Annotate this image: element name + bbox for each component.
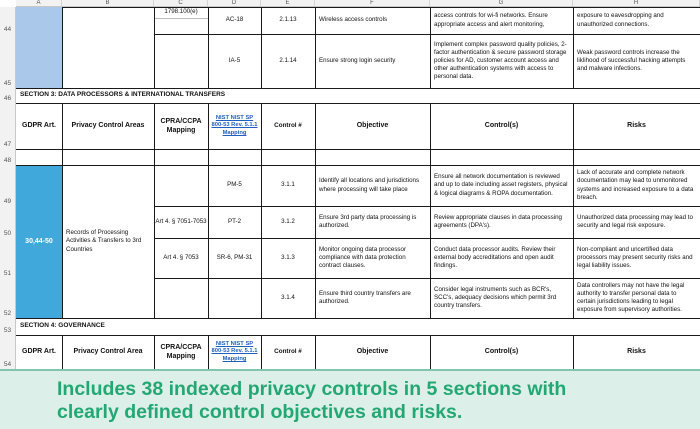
grid-line — [16, 318, 700, 319]
section-4-title[interactable]: SECTION 4: GOVERNANCE — [20, 322, 105, 330]
controls-header: Control(s) — [484, 122, 519, 130]
risks-header: Risks — [627, 348, 646, 356]
gdpr-header: GDPR Art. — [22, 348, 56, 356]
nist-cell[interactable]: IA-5 — [228, 56, 241, 64]
risks-cell[interactable]: Lack of accurate and complete network documentation may lead to unmonitored systems and increased exposure to a data breach. — [577, 169, 694, 201]
controls-cell[interactable]: Review appropriate clauses in data processing agreements (DPA's). — [434, 213, 562, 229]
row-header-51[interactable]: 51 — [0, 238, 16, 278]
control-number-cell[interactable]: 3.1.1 — [281, 181, 295, 189]
controls-cell[interactable]: Consider legal instruments such as BCR's, SCC's, adequacy decisions which permit 3rd country transfers. — [434, 285, 557, 310]
objective-cell[interactable]: Ensure 3rd party data processing is authorized. — [319, 213, 417, 229]
objective-header: Objective — [356, 122, 389, 130]
row-header-45[interactable]: 45 — [0, 34, 16, 88]
cpra-cell[interactable]: Art 4. § 7051-7053 — [155, 217, 207, 225]
column-header-h[interactable]: H — [573, 0, 700, 7]
banner-line-1: Includes 38 indexed privacy controls in 5 sections with — [57, 378, 567, 400]
cpra-cell[interactable] — [154, 165, 208, 206]
objective-cell[interactable]: Monitor ongoing data processor compliance with data protection contract clauses. — [319, 245, 407, 270]
grid-line — [16, 165, 700, 166]
objective-cell[interactable]: Identify all locations and jurisdictions where processing will take place — [319, 177, 420, 193]
promo-banner — [0, 369, 700, 429]
grid-line — [16, 103, 700, 104]
banner-line-2: clearly defined control objectives and risks. — [57, 401, 463, 423]
grid-line — [154, 238, 700, 239]
grid-line — [430, 103, 431, 318]
cpra-header: CPRA/CCPA Mapping — [160, 117, 202, 134]
grid-line — [430, 335, 431, 369]
grid-line — [573, 7, 574, 88]
grid-line — [573, 335, 574, 369]
privacy-area-header: Privacy Control Area — [73, 348, 143, 356]
column-header-g[interactable]: G — [430, 0, 573, 7]
privacy-control-area-cell[interactable]: Records of Processing Activities & Transfers to 3rd Countries — [66, 229, 142, 253]
grid-line — [154, 278, 700, 279]
nist-header-link-cell[interactable] — [208, 335, 261, 369]
risks-cell[interactable]: Data controllers may not have the legal authority to transfer personal data to certain jurisdictions leading to legal exposure from supervisory authorities. — [577, 281, 685, 314]
nist-cell[interactable]: SR-6, PM-31 — [216, 253, 253, 261]
control-number-cell[interactable]: 2.1.14 — [279, 56, 297, 64]
control-number-cell[interactable]: 2.1.13 — [279, 16, 297, 24]
grid-line — [208, 7, 209, 88]
grid-line — [315, 7, 316, 88]
control-number-header: Control # — [274, 121, 302, 129]
objective-cell[interactable]: Ensure strong login security — [319, 56, 396, 64]
objective-header: Objective — [356, 348, 389, 356]
risks-cell[interactable]: Non-compliant and uncertified data processors may present security risks and legal liability issues. — [577, 245, 693, 270]
grid-line — [261, 103, 262, 318]
objective-cell[interactable]: Wireless access controls — [319, 16, 388, 24]
row-header-54[interactable]: 54 — [0, 335, 16, 369]
grid-line — [62, 7, 700, 8]
controls-cell[interactable]: Conduct data processor audits. Review their external body accreditations and open audit findings. — [434, 245, 556, 270]
control-number-cell[interactable]: 3.1.4 — [281, 293, 295, 301]
grid-line — [154, 103, 155, 318]
gdpr-cell-section2[interactable] — [16, 7, 62, 88]
row-header-52[interactable]: 52 — [0, 278, 16, 318]
row-header-47[interactable]: 47 — [0, 103, 16, 149]
cpra-header: CPRA/CCPA Mapping — [160, 343, 202, 360]
nist-mapping-link[interactable]: NIST NIST SP 800-53 Rev. 5.1.1 Mapping — [211, 340, 258, 362]
grid-line — [154, 206, 700, 207]
grid-line — [315, 335, 316, 369]
risks-cell[interactable]: Unauthorized data processing may lead to security and legal risk exposure. — [577, 213, 693, 229]
column-header-d[interactable]: D — [208, 0, 261, 7]
column-header-f[interactable]: F — [315, 0, 430, 7]
grid-line — [430, 7, 431, 88]
objective-cell[interactable]: Ensure third country transfers are authorized. — [319, 289, 411, 305]
grid-line — [573, 103, 574, 318]
column-header-a[interactable]: A — [16, 0, 62, 7]
nist-mapping-link[interactable]: NIST NIST SP 800-53 Rev. 5.1.1 Mapping — [211, 114, 258, 136]
grid-line — [261, 7, 262, 88]
grid-line — [154, 34, 700, 35]
row-header-50[interactable]: 50 — [0, 206, 16, 238]
controls-cell[interactable]: Implement complex password quality policies, 2-factor authentication & secure password storage policies for AD, customer account access and other authentication systems with access to personal data. — [434, 40, 567, 81]
control-number-cell[interactable]: 3.1.3 — [281, 253, 295, 261]
grid-line — [261, 335, 262, 369]
control-number-header: Control # — [274, 347, 302, 355]
row-header-48[interactable]: 48 — [0, 149, 16, 165]
column-header-e[interactable]: E — [261, 0, 315, 7]
privacy-area-header: Privacy Control Areas — [71, 122, 145, 130]
gdpr-header: GDPR Art. — [22, 122, 56, 130]
nist-header-link-cell[interactable] — [208, 103, 261, 149]
row-header-46[interactable]: 46 — [0, 88, 16, 103]
grid-line — [154, 335, 155, 369]
grid-line — [62, 335, 63, 369]
column-header-b[interactable]: B — [62, 0, 154, 7]
controls-cell[interactable]: access controls for wi-fi networks. Ensure appropriate access and alert monitoring, — [434, 12, 548, 28]
risks-cell[interactable]: exposure to eavesdropping and unauthorized connections. — [577, 12, 664, 28]
grid-line — [16, 88, 700, 89]
nist-cell[interactable]: AC-18 — [225, 16, 244, 24]
gdpr-article-cell[interactable]: 30,44-50 — [16, 165, 62, 318]
cpra-cell[interactable]: 1798.100(e) — [164, 8, 198, 16]
control-number-cell[interactable]: 3.1.2 — [281, 217, 295, 225]
row-header-44[interactable]: 44 — [0, 7, 16, 34]
risks-header: Risks — [627, 122, 646, 130]
grid-line — [154, 18, 208, 19]
controls-header: Control(s) — [484, 348, 519, 356]
row-header-49[interactable]: 49 — [0, 165, 16, 206]
grid-line — [208, 103, 209, 318]
grid-line — [62, 7, 63, 88]
section-3-title[interactable]: SECTION 3: DATA PROCESSORS & INTERNATIONAL TRANSFERS — [20, 91, 226, 99]
grid-line — [154, 7, 155, 88]
column-header-c[interactable]: C — [154, 0, 208, 7]
grid-line — [315, 103, 316, 318]
grid-line — [16, 149, 700, 150]
grid-line — [62, 103, 63, 318]
risks-cell[interactable]: Weak password controls increase the liklihood of successful hacking attempts and malware infections. — [577, 48, 686, 73]
grid-line — [16, 335, 700, 336]
nist-cell[interactable]: PT-2 — [227, 217, 242, 225]
nist-cell[interactable]: PM-5 — [227, 181, 242, 189]
controls-cell[interactable]: Ensure all network documentation is reviewed and up to date including asset registers, physical & logical diagrams & ROPA documentation. — [434, 173, 568, 197]
cpra-cell[interactable]: Art 4. § 7053 — [163, 253, 199, 261]
grid-line — [208, 335, 209, 369]
row-header-53[interactable]: 53 — [0, 318, 16, 335]
